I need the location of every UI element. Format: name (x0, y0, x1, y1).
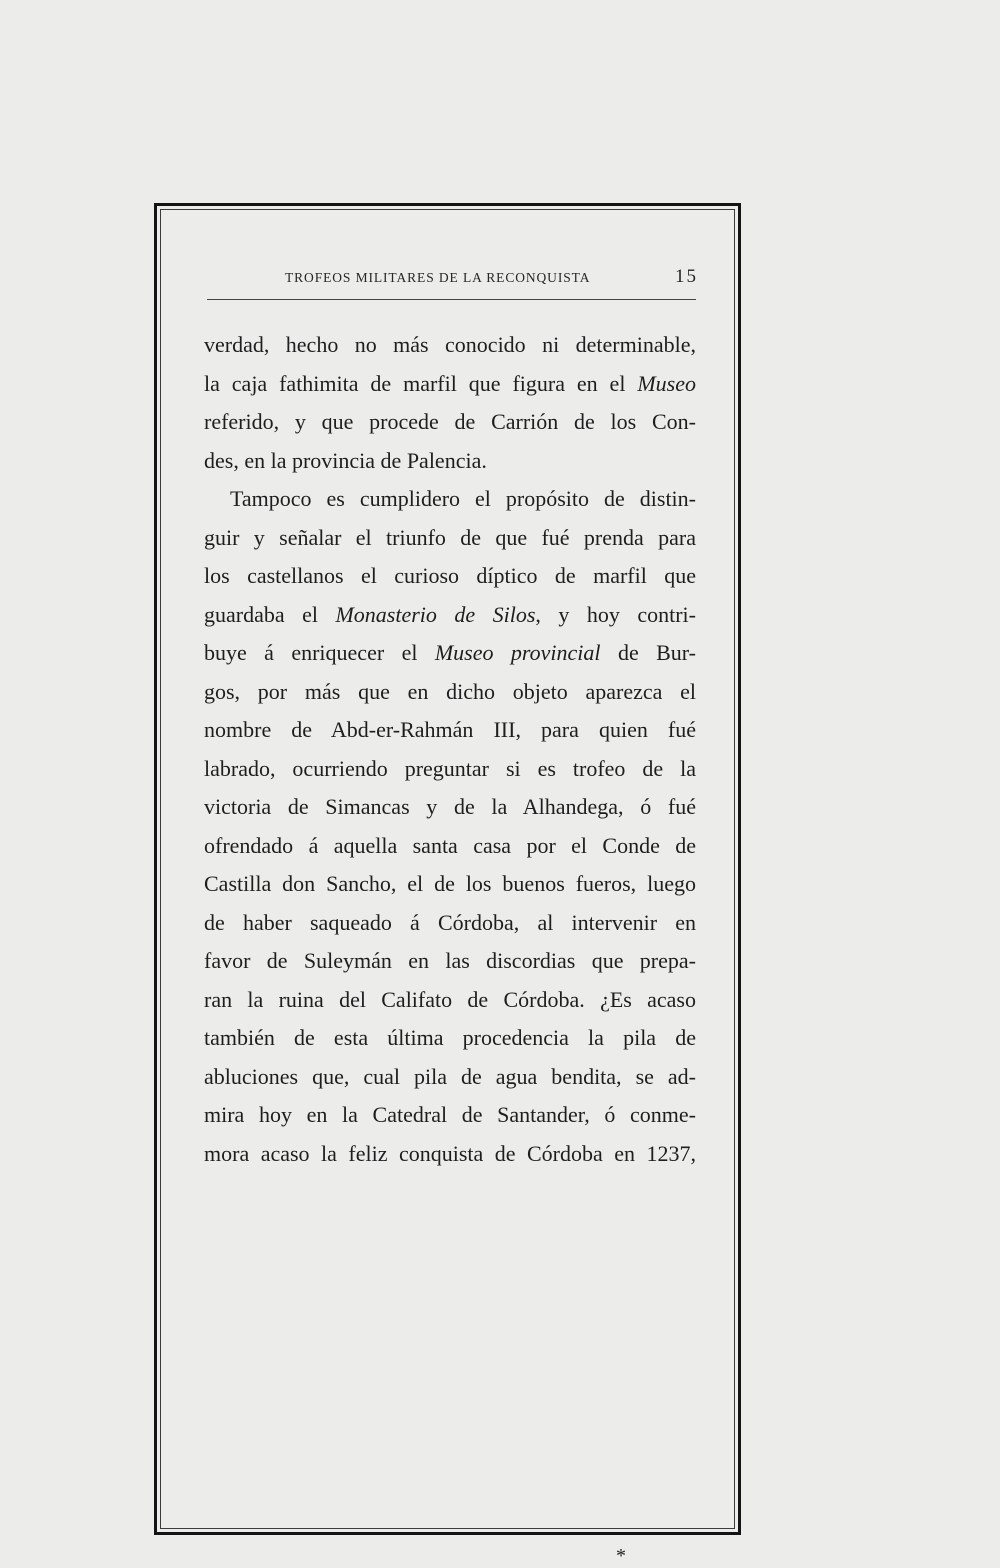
italic-term: Museo provincial (434, 640, 601, 665)
text-line: los castellanos el curioso díptico de marfil que (204, 563, 696, 588)
text-line: también de esta última procedencia la pila de (204, 1025, 696, 1050)
body-text (204, 326, 696, 1173)
running-title: TROFEOS MILITARES DE LA RECONQUISTA (285, 270, 591, 285)
text-line: nombre de Abd-er-Rahmán III, para quien fué (204, 717, 696, 742)
text-segment: de Bur- (600, 640, 696, 665)
text-line: labrado, ocurriendo preguntar si es trofeo de la (204, 755, 696, 781)
text-line: mira hoy en la Catedral de Santander, ó conme- (204, 1102, 696, 1127)
text-line: abluciones que, cual pila de agua bendita, se ad- (204, 1063, 696, 1089)
italic-term: Museo (637, 370, 696, 396)
text-line: des, en la provincia de Palencia. (204, 447, 487, 473)
page-number: 15 (675, 266, 698, 287)
text-line: Castilla don Sancho, el de los buenos fueros, luego (204, 871, 696, 896)
signature-mark: * (616, 1545, 626, 1567)
text-line: de haber saqueado á Córdoba, al intervenir en (204, 909, 696, 935)
header-rule (207, 299, 696, 300)
running-head (205, 266, 700, 294)
text-line: favor de Suleymán en las discordias que prepa- (204, 948, 696, 973)
italic-term: Monasterio de Silos (335, 601, 536, 627)
text-segment: la caja fathimita de marfil que figura en el (204, 370, 638, 396)
text-line: mora acaso la feliz conquista de Córdoba en 1237, (204, 1140, 696, 1166)
text-line: victoria de Simancas y de la Alhandega, ó fué (204, 794, 696, 819)
text-line: gos, por más que en dicho objeto aparezca el (204, 678, 696, 704)
text-line (204, 365, 696, 404)
text-line: Tampoco es cumplidero el propósito de distin- (230, 486, 696, 511)
text-line: referido, y que procede de Carrión de los Con- (204, 409, 696, 434)
text-line: ofrendado á aquella santa casa por el Conde de (204, 832, 696, 858)
text-line (204, 634, 696, 673)
text-segment: guardaba el (204, 601, 336, 627)
text-segment: buye á enriquecer el (204, 640, 435, 665)
text-segment: , y hoy contri- (535, 601, 696, 627)
text-line (204, 596, 696, 635)
text-line: ran la ruina del Califato de Córdoba. ¿Es acaso (204, 986, 696, 1012)
text-line: verdad, hecho no más conocido ni determinable, (204, 332, 696, 357)
text-line: guir y señalar el triunfo de que fué prenda para (204, 524, 696, 550)
